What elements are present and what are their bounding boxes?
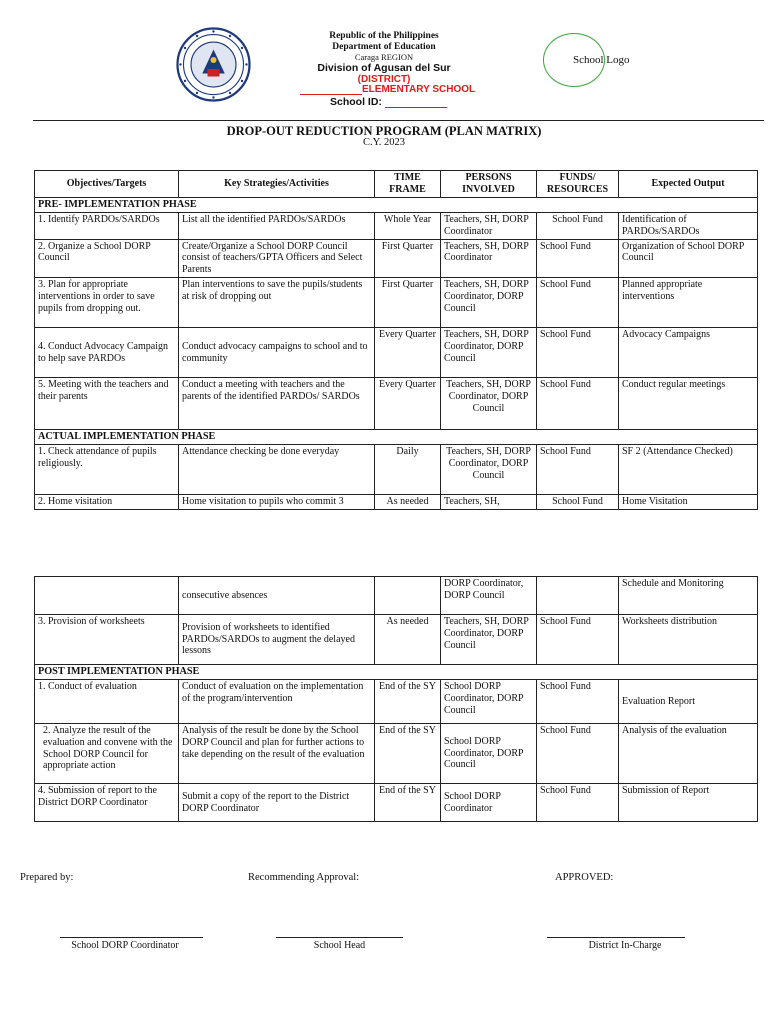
- table-row: [35, 784, 758, 822]
- cell: Organization of School DORP Council: [619, 239, 758, 277]
- document-year: C.Y. 2023: [362, 137, 406, 148]
- cell: List all the identified PARDOs/SARDOs: [179, 213, 375, 240]
- cell: Teachers, SH, DORP Coordinator, DORP Council: [441, 445, 537, 495]
- table-row: [35, 577, 758, 615]
- cell: School Fund: [537, 445, 619, 495]
- cell: Evaluation Report: [619, 680, 758, 724]
- cell: Every Quarter: [375, 378, 441, 430]
- cell: Provision of worksheets to identified PARDOs/SARDOs to augment the delayed lessons: [179, 615, 375, 665]
- document-title: DROP-OUT REDUCTION PROGRAM (PLAN MATRIX): [226, 124, 542, 138]
- school-id-label: School ID:: [330, 96, 382, 108]
- prepared-by-label: Prepared by:: [20, 872, 74, 883]
- district-text: (DISTRICT): [357, 74, 411, 85]
- cell: 1. Identify PARDOs/SARDOs: [35, 213, 179, 240]
- cell: Identification of PARDOs/SARDOs: [619, 213, 758, 240]
- cell: School DORP Coordinator, DORP Council: [441, 680, 537, 724]
- cell: Conduct of evaluation on the implementation of the program/intervention: [179, 680, 375, 724]
- cell: Teachers, SH, DORP Coordinator, DORP Council: [441, 328, 537, 378]
- cell: Attendance checking be done everyday: [179, 445, 375, 495]
- cell: [537, 577, 619, 615]
- cell: First Quarter: [375, 278, 441, 328]
- column-header: Objectives/Targets: [35, 171, 179, 198]
- signature-line: [60, 937, 203, 938]
- signature-line: [547, 937, 685, 938]
- cell: School Fund: [537, 328, 619, 378]
- cell: School DORP Coordinator: [441, 784, 537, 822]
- table-row: [35, 239, 758, 277]
- cell: Conduct regular meetings: [619, 378, 758, 430]
- cell: Conduct advocacy campaigns to school and to community: [179, 328, 375, 378]
- coordinator-signature-name: School DORP Coordinator: [71, 940, 179, 951]
- cell: School Fund: [537, 378, 619, 430]
- cell: 4. Submission of report to the District DORP Coordinator: [35, 784, 179, 822]
- republic-text: Republic of the Philippines: [329, 31, 439, 41]
- column-header: Key Strategies/Activities: [179, 171, 375, 198]
- table-row: [35, 724, 758, 784]
- table-row: [35, 213, 758, 240]
- cell: Home Visitation: [619, 495, 758, 510]
- cell: Teachers, SH, DORP Coordinator, DORP Council: [441, 378, 537, 430]
- cell: As needed: [375, 615, 441, 665]
- cell: Teachers, SH, DORP Coordinator: [441, 239, 537, 277]
- head-signature-name: School Head: [313, 940, 366, 951]
- cell: Teachers, SH, DORP Coordinator: [441, 213, 537, 240]
- cell: School Fund: [537, 213, 619, 240]
- cell: Advocacy Campaigns: [619, 328, 758, 378]
- cell: Schedule and Monitoring: [619, 577, 758, 615]
- cell: Create/Organize a School DORP Council consist of teachers/GPTA Officers and Select Parents: [179, 239, 375, 277]
- phase-row: [35, 430, 758, 445]
- cell: 1. Check attendance of pupils religiously.: [35, 445, 179, 495]
- cell: Worksheets distribution: [619, 615, 758, 665]
- cell: 3. Plan for appropriate interventions in order to save pupils from dropping out.: [35, 278, 179, 328]
- cell: consecutive absences: [179, 577, 375, 615]
- cell: First Quarter: [375, 239, 441, 277]
- school-name-line: [300, 84, 490, 95]
- cell: Analysis of the result be done by the School DORP Council and plan for further actions to take depending on the result of the evaluation: [179, 724, 375, 784]
- recommending-label: Recommending Approval:: [248, 872, 360, 883]
- department-text: Department of Education: [332, 42, 436, 52]
- cell: School Fund: [537, 724, 619, 784]
- cell: End of the SY: [375, 784, 441, 822]
- cell: 4. Conduct Advocacy Campaign to help save PARDOs: [35, 328, 179, 378]
- header-rule: [33, 120, 764, 121]
- cell: Submission of Report: [619, 784, 758, 822]
- division-text: Division of Agusan del Sur: [317, 62, 451, 74]
- plan-matrix-table-continued: [34, 576, 758, 822]
- cell: School Fund: [537, 278, 619, 328]
- cell: [35, 577, 179, 615]
- cell: 3. Provision of worksheets: [35, 615, 179, 665]
- cell: Teachers, SH,: [441, 495, 537, 510]
- phase-label: PRE- IMPLEMENTATION PHASE: [35, 198, 758, 213]
- school-name-text: ELEMENTARY SCHOOL: [362, 84, 476, 95]
- cell: End of the SY: [375, 680, 441, 724]
- cell: 5. Meeting with the teachers and their parents: [35, 378, 179, 430]
- table-row: [35, 378, 758, 430]
- cell: School Fund: [537, 784, 619, 822]
- cell: School Fund: [537, 615, 619, 665]
- district-signature-name: District In-Charge: [588, 940, 662, 951]
- approved-label: APPROVED:: [555, 872, 614, 883]
- cell: [375, 577, 441, 615]
- phase-row: [35, 198, 758, 213]
- cell: Teachers, SH, DORP Coordinator, DORP Council: [441, 615, 537, 665]
- cell: School DORP Coordinator, DORP Council: [441, 724, 537, 784]
- column-header: PERSONS INVOLVED: [441, 171, 537, 198]
- plan-matrix-table: [34, 170, 758, 510]
- cell: Analysis of the evaluation: [619, 724, 758, 784]
- phase-row: [35, 665, 758, 680]
- region-text: Caraga REGION: [354, 52, 414, 62]
- signature-line: [276, 937, 403, 938]
- cell: 2. Analyze the result of the evaluation and convene with the School DORP Council for appropriate action: [35, 724, 179, 784]
- cell: Home visitation to pupils who commit 3: [179, 495, 375, 510]
- table-header-row: [35, 171, 758, 198]
- cell: School Fund: [537, 495, 619, 510]
- cell: Whole Year: [375, 213, 441, 240]
- cell: 1. Conduct of evaluation: [35, 680, 179, 724]
- cell: 2. Home visitation: [35, 495, 179, 510]
- cell: Every Quarter: [375, 328, 441, 378]
- cell: Teachers, SH, DORP Coordinator, DORP Council: [441, 278, 537, 328]
- cell: Submit a copy of the report to the District DORP Coordinator: [179, 784, 375, 822]
- table-row: [35, 495, 758, 510]
- table-row: [35, 328, 758, 378]
- phase-label: POST IMPLEMENTATION PHASE: [35, 665, 758, 680]
- cell: School Fund: [537, 680, 619, 724]
- school-logo-text: School Logo: [573, 54, 630, 66]
- table-row: [35, 615, 758, 665]
- school-id-line: [330, 96, 447, 108]
- phase-label: ACTUAL IMPLEMENTATION PHASE: [35, 430, 758, 445]
- column-header: Expected Output: [619, 171, 758, 198]
- cell: SF 2 (Attendance Checked): [619, 445, 758, 495]
- cell: End of the SY: [375, 724, 441, 784]
- cell: 2. Organize a School DORP Council: [35, 239, 179, 277]
- cell: Plan interventions to save the pupils/students at risk of dropping out: [179, 278, 375, 328]
- cell: School Fund: [537, 239, 619, 277]
- table-row: [35, 680, 758, 724]
- table-row: [35, 445, 758, 495]
- column-header: FUNDS/ RESOURCES: [537, 171, 619, 198]
- cell: Planned appropriate interventions: [619, 278, 758, 328]
- cell: DORP Coordinator, DORP Council: [441, 577, 537, 615]
- column-header: TIME FRAME: [375, 171, 441, 198]
- cell: Daily: [375, 445, 441, 495]
- table-row: [35, 278, 758, 328]
- cell: Conduct a meeting with teachers and the parents of the identified PARDOs/ SARDOs: [179, 378, 375, 430]
- cell: As needed: [375, 495, 441, 510]
